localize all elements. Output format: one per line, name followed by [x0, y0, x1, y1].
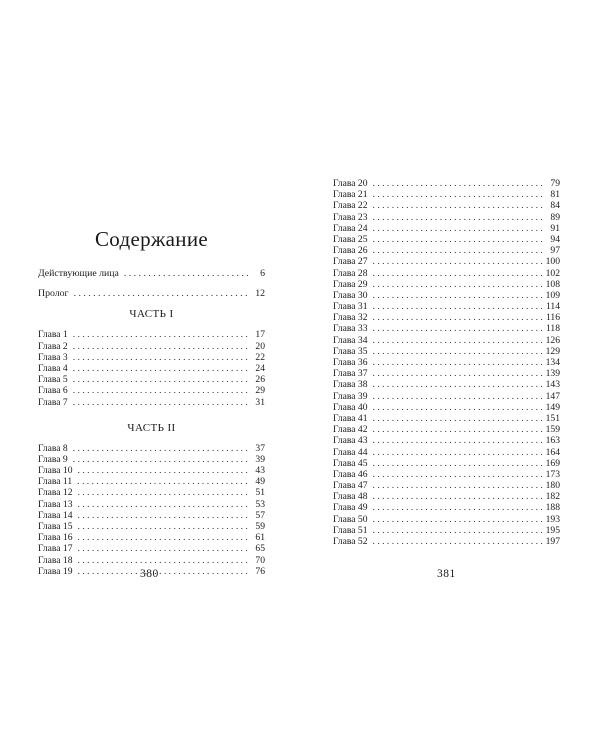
toc-entry-page: 65	[255, 543, 265, 555]
dot-leader	[78, 510, 248, 521]
toc-entry-label: Глава 29	[333, 278, 368, 290]
toc-entry	[333, 189, 560, 200]
dot-leader	[78, 487, 248, 498]
dot-leader	[74, 288, 248, 299]
toc-entry	[38, 374, 265, 385]
toc-entry-page: 108	[545, 278, 560, 290]
toc-entry-label: Глава 39	[333, 390, 368, 402]
dot-leader	[373, 268, 543, 279]
toc-entry	[38, 543, 265, 554]
part-one-chapter-list	[38, 329, 265, 407]
toc-entry-label: Глава 20	[333, 178, 368, 189]
toc-entry	[333, 469, 560, 480]
toc-entry	[333, 178, 560, 189]
toc-entry-label: Глава 6	[38, 385, 68, 397]
toc-entry-page: 197	[545, 536, 560, 547]
toc-entry-page: 76	[255, 565, 265, 577]
toc-entry	[333, 391, 560, 402]
toc-entry	[38, 521, 265, 532]
dot-leader	[78, 566, 248, 577]
dot-leader	[373, 480, 543, 491]
toc-entry	[333, 268, 560, 279]
front-matter-list	[38, 268, 265, 299]
toc-entry-page: 100	[545, 256, 560, 268]
toc-entry-label: Глава 43	[333, 435, 368, 447]
dot-leader	[373, 469, 543, 480]
toc-entry	[333, 480, 560, 491]
toc-entry	[38, 454, 265, 465]
toc-entry-label: Глава 32	[333, 312, 368, 324]
toc-entry-page: 195	[545, 524, 560, 536]
dot-leader	[373, 323, 543, 334]
dot-leader	[373, 525, 543, 536]
dot-leader	[373, 502, 543, 513]
dot-leader	[73, 352, 248, 363]
toc-entry-label: Глава 27	[333, 256, 368, 268]
toc-entry-page: 81	[550, 189, 560, 201]
page-number-left: 380	[140, 568, 159, 580]
toc-entry-label: Глава 51	[333, 524, 368, 536]
page-number-right: 381	[437, 568, 456, 580]
toc-entry-page: 126	[545, 334, 560, 346]
toc-entry-page: 22	[255, 351, 265, 363]
toc-entry-label: Глава 40	[333, 401, 368, 413]
dot-leader	[373, 223, 543, 234]
toc-entry-label: Глава 5	[38, 374, 68, 386]
dot-leader	[73, 443, 248, 454]
toc-entry-label: Глава 30	[333, 289, 368, 301]
toc-entry	[38, 363, 265, 374]
dot-leader	[73, 385, 248, 396]
toc-entry	[38, 555, 265, 566]
toc-entry	[38, 268, 265, 279]
toc-entry-page: 182	[545, 491, 560, 503]
dot-leader	[373, 256, 543, 267]
toc-entry	[333, 502, 560, 513]
dot-leader	[373, 335, 543, 346]
dot-leader	[373, 346, 543, 357]
right-page	[333, 178, 560, 547]
toc-entry-label: Глава 18	[38, 554, 73, 566]
dot-leader	[373, 368, 543, 379]
toc-entry-page: 31	[255, 396, 265, 408]
dot-leader	[373, 435, 543, 446]
toc-entry-page: 29	[255, 385, 265, 397]
dot-leader	[373, 514, 543, 525]
toc-entry-label: Глава 28	[333, 267, 368, 279]
toc-entry	[333, 368, 560, 379]
toc-entry-page: 102	[545, 267, 560, 279]
toc-entry	[333, 402, 560, 413]
toc-entry-label: Глава 47	[333, 480, 368, 492]
toc-entry	[38, 341, 265, 352]
toc-entry	[333, 256, 560, 267]
toc-entry-label: Глава 42	[333, 424, 368, 436]
toc-entry-label: Глава 25	[333, 233, 368, 245]
dot-leader	[373, 491, 543, 502]
dot-leader	[373, 447, 543, 458]
toc-entry-page: 6	[260, 268, 265, 279]
toc-entry-label: Глава 44	[333, 446, 368, 458]
toc-entry-page: 116	[545, 312, 560, 324]
dot-leader	[73, 341, 248, 352]
toc-entry-label: Глава 46	[333, 468, 368, 480]
dot-leader	[373, 279, 543, 290]
toc-entry-label: Пролог	[38, 288, 69, 300]
toc-entry	[38, 397, 265, 408]
dot-leader	[73, 363, 248, 374]
toc-entry-label: Глава 10	[38, 465, 73, 477]
dot-leader	[78, 543, 248, 554]
dot-leader	[373, 290, 543, 301]
dot-leader	[373, 234, 543, 245]
toc-entry-page: 37	[255, 442, 265, 454]
part-two-heading: ЧАСТЬ II	[127, 421, 176, 434]
toc-entry-page: 143	[545, 379, 560, 391]
toc-entry-label: Глава 23	[333, 211, 368, 223]
chapter-list-continued	[333, 178, 560, 547]
toc-entry-label: Глава 12	[38, 487, 73, 499]
toc-entry-label: Глава 48	[333, 491, 368, 503]
toc-entry	[333, 458, 560, 469]
toc-entry-page: 188	[545, 502, 560, 514]
dot-leader	[373, 424, 543, 435]
dot-leader	[124, 268, 248, 279]
toc-entry-page: 12	[255, 288, 265, 300]
dot-leader	[373, 200, 543, 211]
toc-entry	[38, 487, 265, 498]
toc-entry	[333, 234, 560, 245]
toc-entry-label: Глава 16	[38, 532, 73, 544]
toc-entry-label: Глава 17	[38, 543, 73, 555]
toc-entry-label: Глава 24	[333, 222, 368, 234]
toc-entry-page: 57	[255, 509, 265, 521]
toc-entry-label: Глава 33	[333, 323, 368, 335]
toc-entry-page: 173	[545, 468, 560, 480]
toc-entry	[333, 200, 560, 211]
dot-leader	[373, 402, 543, 413]
toc-entry-page: 159	[545, 424, 560, 436]
toc-entry-label: Глава 9	[38, 453, 68, 465]
toc-entry	[333, 514, 560, 525]
toc-entry	[333, 447, 560, 458]
toc-entry	[333, 424, 560, 435]
toc-entry	[38, 532, 265, 543]
toc-entry	[38, 385, 265, 396]
toc-entry	[333, 212, 560, 223]
dot-leader	[73, 397, 248, 408]
toc-entry-page: 151	[545, 412, 560, 424]
toc-entry-page: 70	[255, 554, 265, 566]
toc-entry	[38, 352, 265, 363]
dot-leader	[373, 312, 543, 323]
toc-entry-page: 129	[545, 345, 560, 357]
toc-entry	[333, 491, 560, 502]
toc-entry-page: 139	[545, 368, 560, 380]
dot-leader	[78, 465, 248, 476]
dot-leader	[373, 379, 543, 390]
toc-entry-page: 61	[255, 532, 265, 544]
toc-entry-page: 17	[255, 329, 265, 341]
toc-entry-page: 43	[255, 465, 265, 477]
toc-entry	[333, 413, 560, 424]
toc-entry-label: Глава 50	[333, 513, 368, 525]
toc-entry	[333, 379, 560, 390]
left-page	[38, 226, 265, 577]
toc-entry	[333, 279, 560, 290]
toc-entry	[38, 476, 265, 487]
dot-leader	[77, 476, 248, 487]
dot-leader	[73, 454, 248, 465]
toc-entry-label: Глава 37	[333, 368, 368, 380]
toc-entry-page: 89	[550, 211, 560, 223]
toc-entry-label: Глава 13	[38, 498, 73, 510]
toc-entry	[333, 223, 560, 234]
toc-entry-label: Глава 49	[333, 502, 368, 514]
toc-entry-label: Глава 21	[333, 189, 368, 201]
dot-leader	[373, 189, 543, 200]
dot-leader	[373, 301, 543, 312]
toc-entry-page: 91	[550, 222, 560, 234]
toc-entry	[333, 525, 560, 536]
dot-leader	[373, 391, 543, 402]
toc-entry-label: Глава 3	[38, 351, 68, 363]
dot-leader	[73, 329, 248, 340]
toc-entry-page: 147	[545, 390, 560, 402]
toc-entry-label: Глава 38	[333, 379, 368, 391]
toc-entry	[38, 329, 265, 340]
toc-entry-page: 118	[545, 323, 560, 335]
toc-entry-page: 164	[545, 446, 560, 458]
toc-entry-label: Глава 4	[38, 362, 68, 374]
toc-entry	[333, 435, 560, 446]
toc-entry-page: 39	[255, 453, 265, 465]
toc-entry	[333, 536, 560, 547]
dot-leader	[373, 413, 543, 424]
toc-entry-label: Глава 7	[38, 396, 68, 408]
toc-entry-page: 20	[255, 340, 265, 352]
toc-entry-page: 24	[255, 362, 265, 374]
toc-entry-page: 97	[550, 245, 560, 257]
toc-entry	[38, 443, 265, 454]
toc-entry-label: Глава 8	[38, 442, 68, 454]
part-two-chapter-list	[38, 443, 265, 577]
toc-entry-label: Действующие лица	[38, 268, 119, 279]
part-one-heading: ЧАСТЬ I	[129, 308, 174, 321]
toc-entry-page: 94	[550, 233, 560, 245]
toc-entry-label: Глава 19	[38, 565, 73, 577]
toc-entry-page: 49	[255, 476, 265, 488]
dot-leader	[373, 536, 543, 547]
toc-entry-page: 134	[545, 357, 560, 368]
toc-entry	[333, 323, 560, 334]
toc-entry-label: Глава 15	[38, 521, 73, 532]
toc-entry-page: 51	[255, 487, 265, 499]
toc-entry-label: Глава 31	[333, 301, 368, 313]
toc-entry	[38, 288, 265, 299]
toc-entry-page: 59	[255, 521, 265, 532]
dot-leader	[373, 458, 543, 469]
toc-title: Содержание	[94, 227, 209, 251]
dot-leader	[78, 521, 248, 532]
toc-entry	[38, 465, 265, 476]
toc-entry	[333, 312, 560, 323]
dot-leader	[78, 499, 248, 510]
toc-entry-label: Глава 2	[38, 340, 68, 352]
toc-entry-page: 114	[545, 301, 560, 313]
toc-entry	[333, 346, 560, 357]
toc-entry-page: 53	[255, 498, 265, 510]
toc-entry-label: Глава 45	[333, 457, 368, 469]
toc-entry	[333, 245, 560, 256]
dot-leader	[373, 357, 543, 368]
toc-entry	[333, 301, 560, 312]
toc-entry	[333, 290, 560, 301]
dot-leader	[78, 555, 248, 566]
toc-entry-label: Глава 34	[333, 334, 368, 346]
toc-entry-page: 180	[545, 480, 560, 492]
toc-entry	[38, 499, 265, 510]
toc-entry-label: Глава 11	[38, 476, 73, 488]
toc-entry	[38, 510, 265, 521]
toc-entry	[333, 357, 560, 368]
toc-entry-label: Глава 36	[333, 357, 368, 368]
toc-entry-page: 84	[550, 200, 560, 212]
toc-entry-label: Глава 35	[333, 345, 368, 357]
toc-entry-label: Глава 1	[38, 329, 68, 341]
toc-entry-page: 163	[545, 435, 560, 447]
toc-entry-page: 193	[545, 513, 560, 525]
toc-entry-label: Глава 22	[333, 200, 368, 212]
dot-leader	[373, 178, 543, 189]
dot-leader	[373, 212, 543, 223]
toc-entry-label: Глава 14	[38, 509, 73, 521]
toc-entry-page: 79	[550, 178, 560, 189]
toc-entry-label: Глава 52	[333, 536, 368, 547]
toc-entry-page: 169	[545, 457, 560, 469]
toc-entry	[333, 335, 560, 346]
toc-entry-page: 26	[255, 374, 265, 386]
toc-entry-page: 149	[545, 401, 560, 413]
toc-entry-page: 109	[545, 289, 560, 301]
dot-leader	[78, 532, 248, 543]
dot-leader	[73, 374, 248, 385]
dot-leader	[373, 245, 543, 256]
toc-entry-label: Глава 26	[333, 245, 368, 257]
toc-entry-label: Глава 41	[333, 412, 368, 424]
